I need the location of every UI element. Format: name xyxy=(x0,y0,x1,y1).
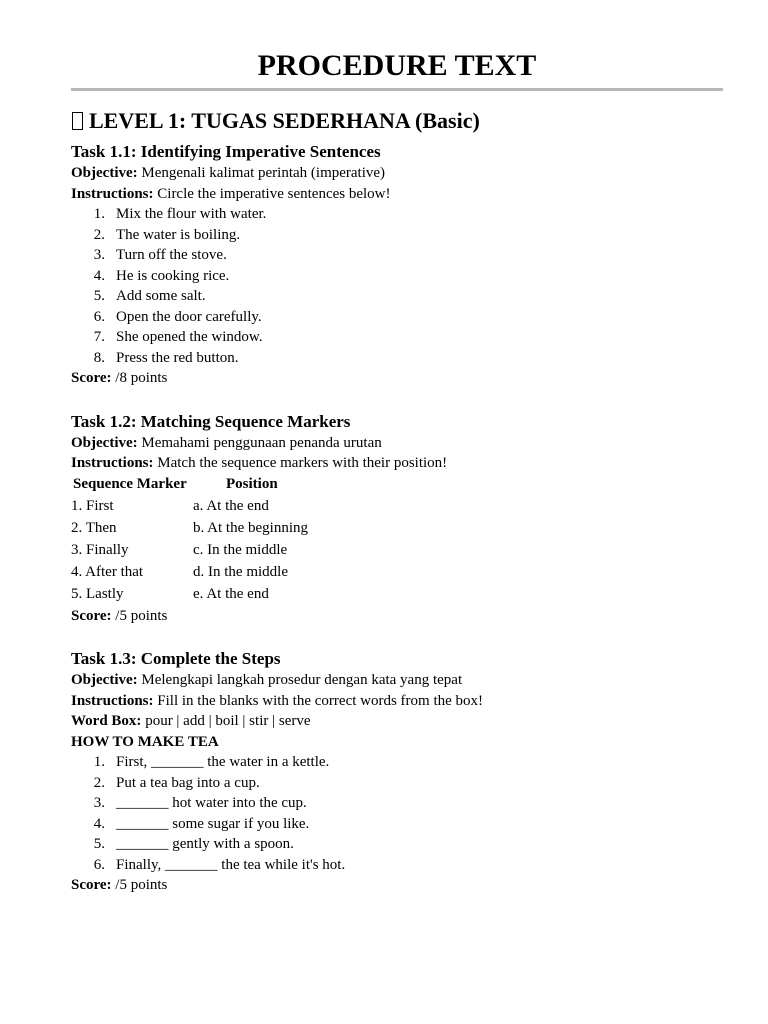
word-box-line xyxy=(71,711,723,732)
objective-label: Objective: xyxy=(71,434,138,451)
instructions-label: Instructions: xyxy=(71,692,154,709)
objective-line xyxy=(71,163,723,184)
item-text: Press the red button. xyxy=(116,349,239,366)
item-text: Open the door carefully. xyxy=(116,308,262,325)
score-value: /8 points xyxy=(115,370,168,386)
score-value: /5 points xyxy=(115,607,168,624)
item-number: 1. xyxy=(93,206,105,222)
objective-label: Objective: xyxy=(71,165,138,181)
recipe-subheading-text: HOW TO MAKE TEA xyxy=(71,733,219,750)
item-text: Mix the flour with water. xyxy=(116,206,267,222)
column-header: Position xyxy=(226,476,278,492)
section-spacer xyxy=(71,389,723,409)
level-heading xyxy=(71,107,723,135)
position-cell: e. At the end xyxy=(193,586,269,602)
item-text: _______ hot water into the cup. xyxy=(116,795,307,811)
list-item[interactable] xyxy=(71,834,723,855)
position-cell: d. In the middle xyxy=(193,564,288,580)
list-item[interactable] xyxy=(71,307,723,328)
item-text: Turn off the stove. xyxy=(116,247,227,263)
item-number: 4. xyxy=(93,815,105,832)
table-row xyxy=(71,584,308,606)
item-text: The water is boiling. xyxy=(116,226,241,243)
list-item[interactable] xyxy=(71,814,723,835)
instructions-line xyxy=(71,184,723,205)
marker-cell: 2. Then xyxy=(71,520,117,536)
objective-line xyxy=(71,433,723,454)
item-number: 3. xyxy=(93,795,105,811)
instructions-line xyxy=(71,453,723,474)
position-cell: a. At the end xyxy=(193,498,269,514)
item-number: 8. xyxy=(93,349,105,366)
item-text: Finally, _______ the tea while it's hot. xyxy=(116,856,346,873)
score-line xyxy=(71,875,723,896)
list-item[interactable] xyxy=(71,245,723,266)
section-spacer xyxy=(71,626,723,646)
column-header: Sequence Marker xyxy=(73,476,187,492)
item-number: 2. xyxy=(93,226,105,243)
list-item[interactable] xyxy=(71,773,723,794)
document-page xyxy=(71,0,723,896)
list-item[interactable] xyxy=(71,327,723,348)
missing-glyph-icon xyxy=(72,112,83,130)
title-divider xyxy=(71,88,723,91)
score-line xyxy=(71,606,723,627)
instructions-line xyxy=(71,691,723,712)
list-item[interactable] xyxy=(71,266,723,287)
score-label: Score: xyxy=(71,877,112,893)
marker-cell: 5. Lastly xyxy=(71,586,124,602)
item-text: _______ some sugar if you like. xyxy=(116,815,310,832)
table-row xyxy=(71,562,308,584)
task-1-1 xyxy=(71,141,723,389)
item-number: 6. xyxy=(93,856,105,873)
score-label: Score: xyxy=(71,370,112,386)
item-number: 3. xyxy=(93,247,105,263)
instructions-label: Instructions: xyxy=(71,455,154,471)
item-text: Put a tea bag into a cup. xyxy=(116,774,260,791)
position-cell: c. In the middle xyxy=(193,542,288,558)
matching-table xyxy=(71,474,308,606)
item-text: First, _______ the water in a kettle. xyxy=(116,754,330,770)
instructions-text: Match the sequence markers with their position! xyxy=(157,455,448,471)
objective-text: Mengenali kalimat perintah (imperative) xyxy=(141,165,386,181)
item-number: 7. xyxy=(93,329,105,345)
marker-cell: 1. First xyxy=(71,498,114,514)
steps-list xyxy=(71,752,723,875)
item-text: _______ gently with a spoon. xyxy=(116,836,294,852)
marker-cell: 3. Finally xyxy=(71,542,129,558)
objective-line xyxy=(71,670,723,691)
table-row xyxy=(71,496,308,518)
task-1-2 xyxy=(71,411,723,627)
instructions-text: Fill in the blanks with the correct words from the box! xyxy=(157,692,484,709)
sentence-list xyxy=(71,204,723,368)
table-row xyxy=(71,540,308,562)
word-box-label: Word Box: xyxy=(71,713,142,729)
item-number: 5. xyxy=(93,288,105,304)
list-item[interactable] xyxy=(71,286,723,307)
list-item[interactable] xyxy=(71,348,723,369)
instructions-label: Instructions: xyxy=(71,185,154,202)
table-header-row xyxy=(71,474,308,496)
score-label: Score: xyxy=(71,607,112,624)
instructions-text: Circle the imperative sentences below! xyxy=(157,185,391,202)
score-value: /5 points xyxy=(115,877,168,893)
item-text: Add some salt. xyxy=(116,288,206,304)
level-heading-text: LEVEL 1: TUGAS SEDERHANA (Basic) xyxy=(89,108,480,133)
task-heading: Task 1.2: Matching Sequence Markers xyxy=(71,411,351,431)
list-item[interactable] xyxy=(71,225,723,246)
word-box-text: pour | add | boil | stir | serve xyxy=(145,713,311,729)
objective-text: Melengkapi langkah prosedur dengan kata yang tepat xyxy=(141,672,463,688)
objective-text: Memahami penggunaan penanda urutan xyxy=(141,434,382,451)
marker-cell: 4. After that xyxy=(71,564,144,580)
item-number: 2. xyxy=(93,774,105,791)
position-cell: b. At the beginning xyxy=(193,520,308,536)
page-title: PROCEDURE TEXT xyxy=(257,49,537,82)
list-item[interactable] xyxy=(71,752,723,773)
score-line xyxy=(71,368,723,389)
item-number: 5. xyxy=(93,836,105,852)
list-item[interactable] xyxy=(71,855,723,876)
item-number: 6. xyxy=(93,308,105,325)
objective-label: Objective: xyxy=(71,672,138,688)
list-item[interactable] xyxy=(71,204,723,225)
item-text: He is cooking rice. xyxy=(116,267,230,284)
list-item[interactable] xyxy=(71,793,723,814)
item-number: 4. xyxy=(93,267,105,284)
item-number: 1. xyxy=(93,754,105,770)
recipe-subheading xyxy=(71,732,723,753)
task-1-3 xyxy=(71,648,723,896)
table-row xyxy=(71,518,308,540)
task-heading: Task 1.1: Identifying Imperative Sentences xyxy=(71,142,381,161)
task-heading: Task 1.3: Complete the Steps xyxy=(71,649,281,668)
item-text: She opened the window. xyxy=(116,329,263,345)
